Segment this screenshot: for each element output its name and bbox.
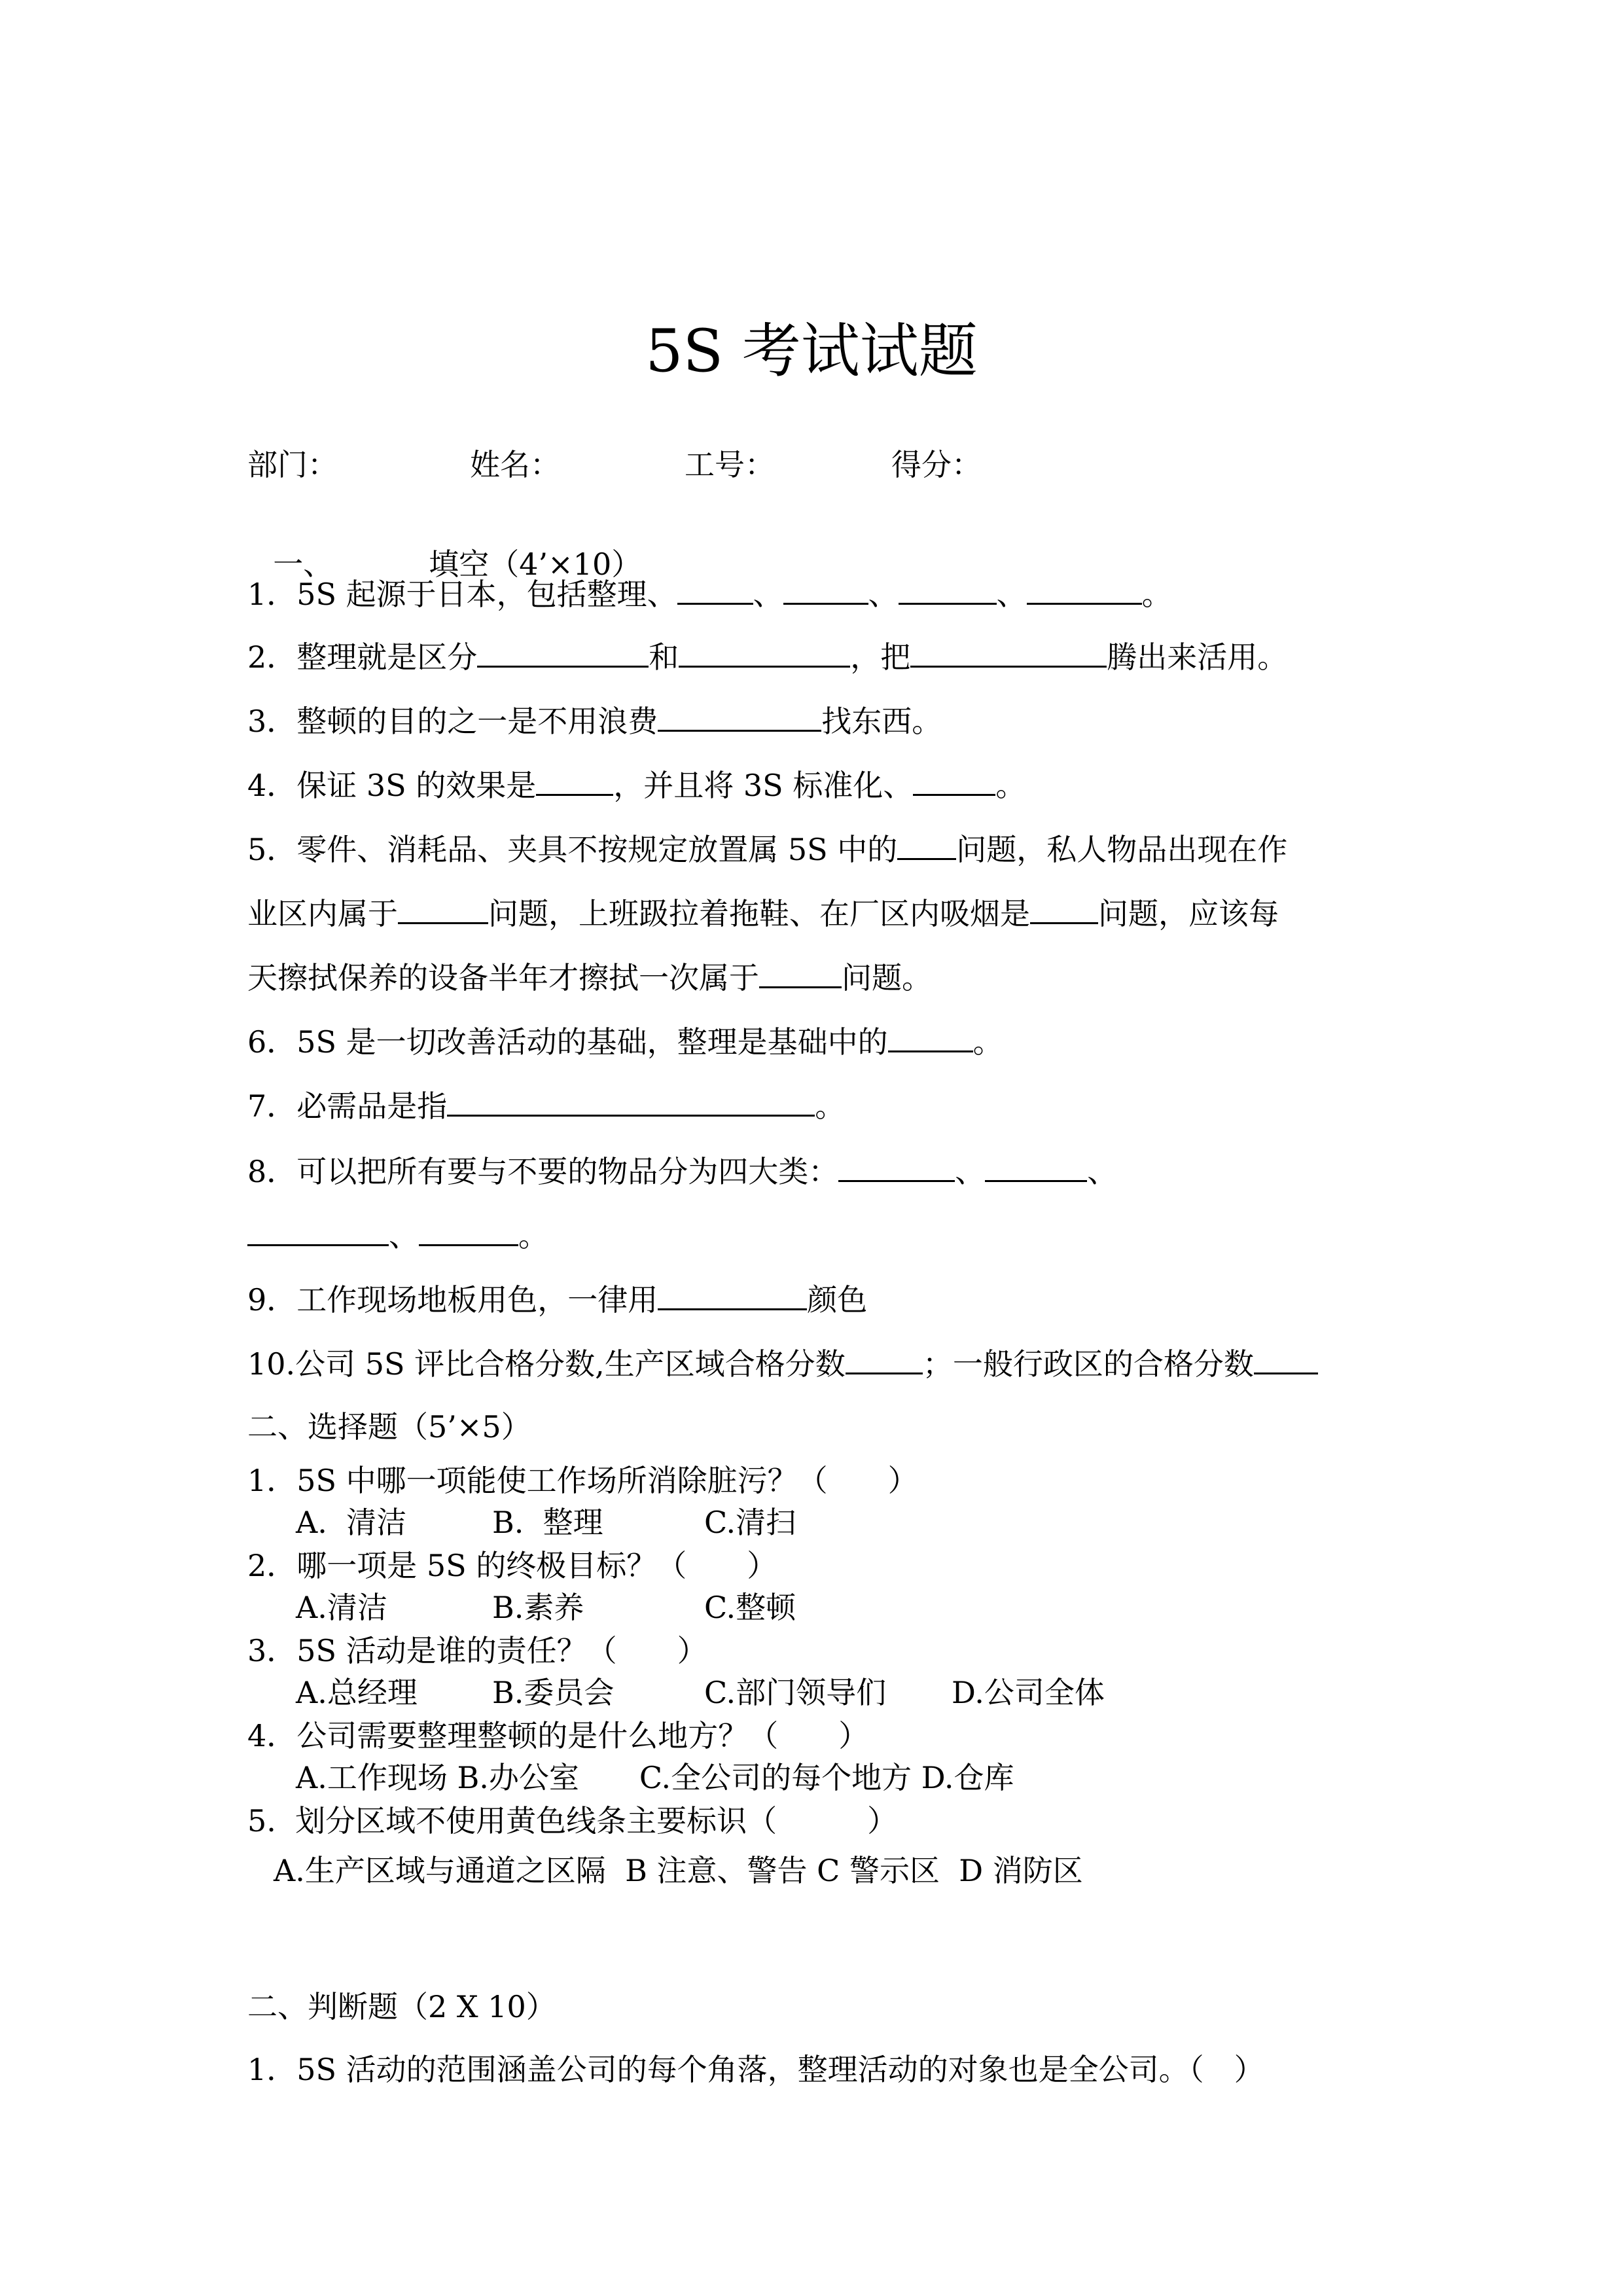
choice-1-option-a: A. 清洁 [296,1505,407,1540]
choice-question-2: 2．哪一项是 5S 的终极目标？（ ） [247,1548,777,1583]
choice-1-option-b: B. 整理 [492,1505,603,1540]
choice-3-option-b: B.委员会 [492,1675,615,1710]
fill-question-6: 6．5S 是一切改善活动的基础，整理是基础中的 。 [247,1024,1003,1060]
fill-question-3: 3．整顿的目的之一是不用浪费 找东西。 [247,704,942,739]
name-label: 姓名： [470,447,560,482]
fill-question-1: 1．5S 起源于日本，包括整理、 、 、 、 。 [247,577,1172,612]
fill-question-4: 4．保证 3S 的效果是 ，并且将 3S 标准化、 。 [247,768,1026,803]
choice-2-option-a: A.清洁 [296,1590,387,1625]
choice-2-option-c: C.整顿 [704,1590,796,1625]
fill-question-8-line-1: 8．可以把所有要与不要的物品分为四大类： 、 、 [247,1154,1118,1189]
department-label: 部门： [247,447,338,482]
score-label: 得分： [891,447,982,482]
choice-question-1: 1．5S 中哪一项能使工作场所消除脏污？（ ） [247,1463,918,1498]
employee-id-label: 工号： [685,447,775,482]
fill-question-5-line-3: 天擦拭保养的设备半年才擦拭一次属于 问题。 [247,960,932,996]
fill-question-8-line-2: 、 。 [247,1216,548,1255]
exam-title: 5S 考试试题 [645,317,978,386]
choice-question-4: 4．公司需要整理整顿的是什么地方？（ ） [247,1718,869,1753]
choice-4-options: A.工作现场 B.办公室 C.全公司的每个地方 D.仓库 [296,1760,1014,1795]
choice-5-options: A.生产区域与通道之区隔 B 注意、警告 C 警示区 D 消防区 [274,1853,1083,1888]
judge-question-1: 1．5S 活动的范围涵盖公司的每个角落，整理活动的对象也是全公司。（ ） [247,2052,1264,2087]
choice-1-option-c: C.清扫 [704,1505,796,1540]
choice-3-option-a: A.总经理 [296,1675,418,1710]
choice-2-option-b: B.素养 [492,1590,584,1625]
choice-question-3: 3．5S 活动是谁的责任？（ ） [247,1633,707,1668]
section-1-title: 填空（4’×10） [429,547,642,582]
section-3-heading: 二、判断题（2 X 10） [247,1989,556,2024]
fill-question-7: 7．必需品是指 。 [247,1088,846,1124]
section-1-number: 一、 [273,547,334,582]
choice-3-option-d: D.公司全体 [952,1675,1105,1710]
fill-question-9: 9．工作现场地板用色，一律用 颜色 [247,1282,868,1318]
fill-question-5-line-1: 5．零件、消耗品、夹具不按规定放置属 5S 中的 问题，私人物品出现在作 [247,832,1288,867]
choice-3-option-c: C.部门领导们 [704,1675,887,1710]
fill-question-2: 2．整理就是区分 和 ，把 腾出来活用。 [247,639,1288,675]
fill-question-10: 10.公司 5S 评比合格分数,生产区域合格分数 ；一般行政区的合格分数 [247,1344,1318,1384]
section-1-heading [254,505,641,584]
fill-question-5-line-2: 业区内属于 问题，上班趿拉着拖鞋、在厂区内吸烟是 问题，应该每 [247,896,1279,931]
choice-question-5: 5. 划分区域不使用黄色线条主要标识（ ） [247,1803,898,1839]
section-2-heading: 二、选择题（5’×5） [247,1409,531,1444]
